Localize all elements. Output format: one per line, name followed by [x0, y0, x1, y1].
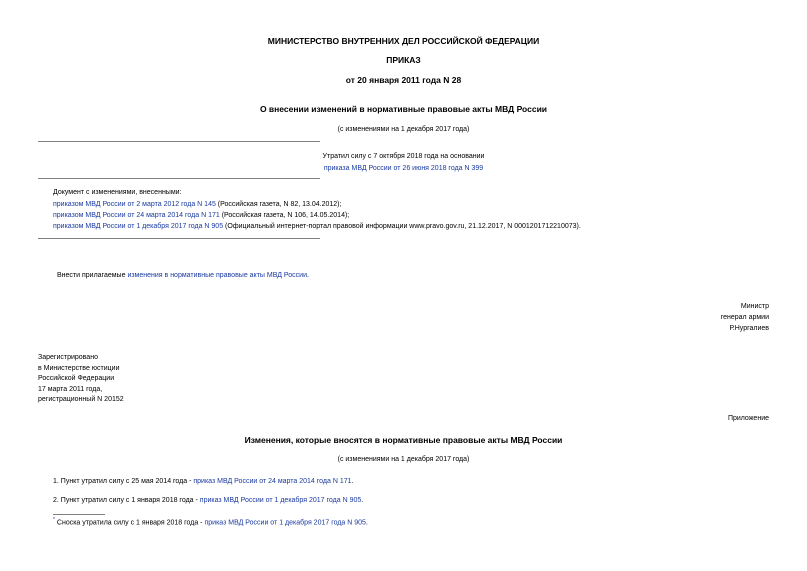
changes-item-source: (Российская газета, N 82, 13.04.2012);	[215, 201, 342, 208]
registration-line: Российской Федерации	[38, 375, 115, 382]
changes-intro: Документ с изменениями, внесенными:	[53, 189, 182, 196]
footnote-mark[interactable]: *	[53, 517, 55, 523]
changes-item-link[interactable]: приказом МВД России от 24 марта 2014 года N 171	[53, 212, 220, 219]
ministry-heading: МИНИСТЕРСТВО ВНУТРЕННИХ ДЕЛ РОССИЙСКОЙ ФЕДЕРАЦИИ	[267, 36, 540, 46]
registration-line: регистрационный N 20152	[38, 396, 124, 403]
point-text: 2. Пункт утратил силу с 1 января 2018 года -	[53, 497, 200, 504]
changes-item	[53, 201, 341, 208]
changes-item-source: (Официальный интернет-портал правовой информации www.pravo.gov.ru, 21.12.2017, N 0001201712210073).	[223, 223, 581, 230]
document-title: О внесении изменений в нормативные правовые акты МВД России	[259, 104, 548, 114]
registration-line: Зарегистрировано	[38, 354, 98, 361]
registration-line: в Министерстве юстиции	[38, 365, 120, 372]
registration-line: 17 марта 2011 года,	[38, 386, 103, 393]
footnote	[53, 518, 368, 526]
point-suffix: .	[361, 497, 364, 504]
point-text: 1. Пункт утратил силу с 25 мая 2014 года -	[53, 478, 194, 485]
signature-rank: генерал армии	[720, 314, 769, 321]
appendix-point	[53, 497, 363, 504]
amended-note: (с изменениями на 1 декабря 2017 года)	[337, 126, 470, 133]
changes-item-link[interactable]: приказом МВД России от 2 марта 2012 года N 145	[53, 201, 216, 208]
signature-title: Министр	[740, 303, 769, 310]
divider	[38, 238, 320, 239]
expired-note: Утратил силу с 7 октября 2018 года на основании	[322, 153, 485, 160]
footnote-link[interactable]: приказ МВД России от 1 декабря 2017 года N 905	[204, 519, 366, 527]
doc-type-heading: ПРИКАЗ	[386, 55, 421, 65]
body-prefix: Внести прилагаемые	[57, 272, 128, 279]
date-number-heading: от 20 января 2011 года N 28	[345, 75, 462, 85]
expired-link[interactable]: приказа МВД России от 26 июня 2018 года N 399	[323, 165, 484, 172]
appendix-title: Изменения, которые вносятся в нормативные правовые акты МВД России	[244, 435, 563, 445]
changes-item	[53, 212, 349, 219]
point-link[interactable]: приказ МВД России от 1 декабря 2017 года N 905	[199, 497, 362, 504]
footnote-text: Сноска утратила силу с 1 января 2018 года -	[54, 519, 205, 527]
body-link[interactable]: изменения в нормативные правовые акты МВД России	[127, 272, 307, 279]
appendix-point	[53, 478, 353, 485]
body-suffix: .	[307, 272, 309, 279]
appendix-amended-note: (с изменениями на 1 декабря 2017 года)	[337, 456, 470, 463]
divider	[38, 178, 320, 179]
point-suffix: .	[351, 478, 354, 485]
divider	[38, 141, 320, 142]
signature-name: Р.Нургалиев	[729, 325, 769, 332]
footnote-suffix: .	[365, 519, 368, 527]
changes-item-source: (Российская газета, N 106, 14.05.2014);	[219, 212, 350, 219]
body-paragraph	[57, 272, 309, 279]
appendix-label: Приложение	[727, 415, 769, 422]
footnote-divider	[53, 514, 105, 515]
changes-item-link[interactable]: приказом МВД России от 1 декабря 2017 года N 905	[53, 223, 224, 230]
point-link[interactable]: приказ МВД России от 24 марта 2014 года N 171	[193, 478, 352, 485]
changes-item	[53, 223, 581, 230]
